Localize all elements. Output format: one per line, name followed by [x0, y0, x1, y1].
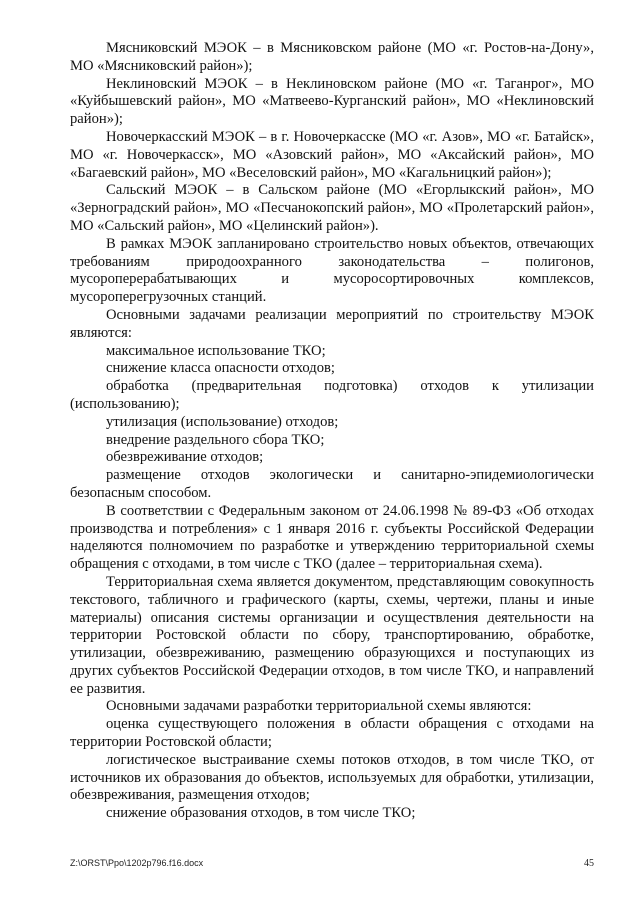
list-item: утилизация (использование) отходов; [106, 413, 339, 430]
paragraph: Сальский МЭОК – в Сальском районе (МО «Егорлыкский район», МО «Зерноградский район», МО «Песчанокопский район», МО «Пролетарский район», МО «Сальский район», МО «Целинский район»). [70, 182, 594, 234]
paragraph: Территориальная схема является документом, представляющим совокупность текстового, табличного и графического (карты, схемы, чертежи, планы и иные материалы) описания системы организации и осуществления деятельности на территории Ростовской области по сбору, транспортированию, обработке, утилизации, обезвреживанию, размещению образующихся и поступающих из других субъектов Российской Федерации отходов, в том числе ТКО, и направлений ее развития. [70, 573, 594, 697]
paragraph: В рамках МЭОК запланировано строительство новых объектов, отвечающих требованиям природоохранного законодательства – полигонов, мусороперерабатывающих и мусоросортировочных комплексов, мусороперегрузочных станций. [70, 235, 594, 306]
document-body [70, 40, 594, 823]
paragraph: В соответствии с Федеральным законом от 24.06.1998 № 89-ФЗ «Об отходах производства и потребления» с 1 января 2016 г. субъекты Российской Федерации наделяются полномочием по разработке и утверждению территориальной схемы обращения с отходами, в том числе с ТКО (далее – территориальная схема). [70, 502, 594, 573]
paragraph: Мясниковский МЭОК – в Мясниковском районе (МО «г. Ростов-на-Дону», МО «Мясниковский район»); [70, 40, 594, 74]
list-item: размещение отходов экологически и санитарно-эпидемиологически безопасным способом. [70, 467, 594, 501]
file-path: Z:\ORST\Ppo\1202p796.f16.docx [70, 858, 204, 868]
list-item: логистическое выстраивание схемы потоков отходов, в том числе ТКО, от источников их образования до объектов, используемых для обработки, утилизации, обезвреживания, размещения отходов; [70, 751, 594, 804]
paragraph: Новочеркасский МЭОК – в г. Новочеркасске (МО «г. Азов», МО «г. Батайск», МО «г. Новочеркасск», МО «Азовский район», МО «Аксайский район», МО «Багаевский район», МО «Веселовский район», МО «Кагальницкий район»); [70, 128, 594, 181]
list-item: снижение класса опасности отходов; [106, 360, 335, 377]
paragraph: Основными задачами разработки территориальной схемы являются: [106, 698, 532, 715]
list-item: максимальное использование ТКО; [106, 342, 326, 359]
list-item: оценка существующего положения в области обращения с отходами на территории Ростовской области; [70, 716, 594, 751]
list-item: обработка (предварительная подготовка) отходов к утилизации (использованию); [70, 378, 594, 412]
list-item: внедрение раздельного сбора ТКО; [106, 431, 325, 448]
list-item: снижение образования отходов, в том числе ТКО; [106, 805, 416, 822]
paragraph: Неклиновский МЭОК – в Неклиновском районе (МО «г. Таганрог», МО «Куйбышевский район», МО «Матвеево-Курганский район», МО «Неклиновский район»); [70, 75, 594, 128]
list-item: обезвреживание отходов; [106, 449, 264, 466]
page-number: 45 [584, 858, 594, 869]
paragraph: Основными задачами реализации мероприятий по строительству МЭОК являются: [70, 306, 594, 341]
